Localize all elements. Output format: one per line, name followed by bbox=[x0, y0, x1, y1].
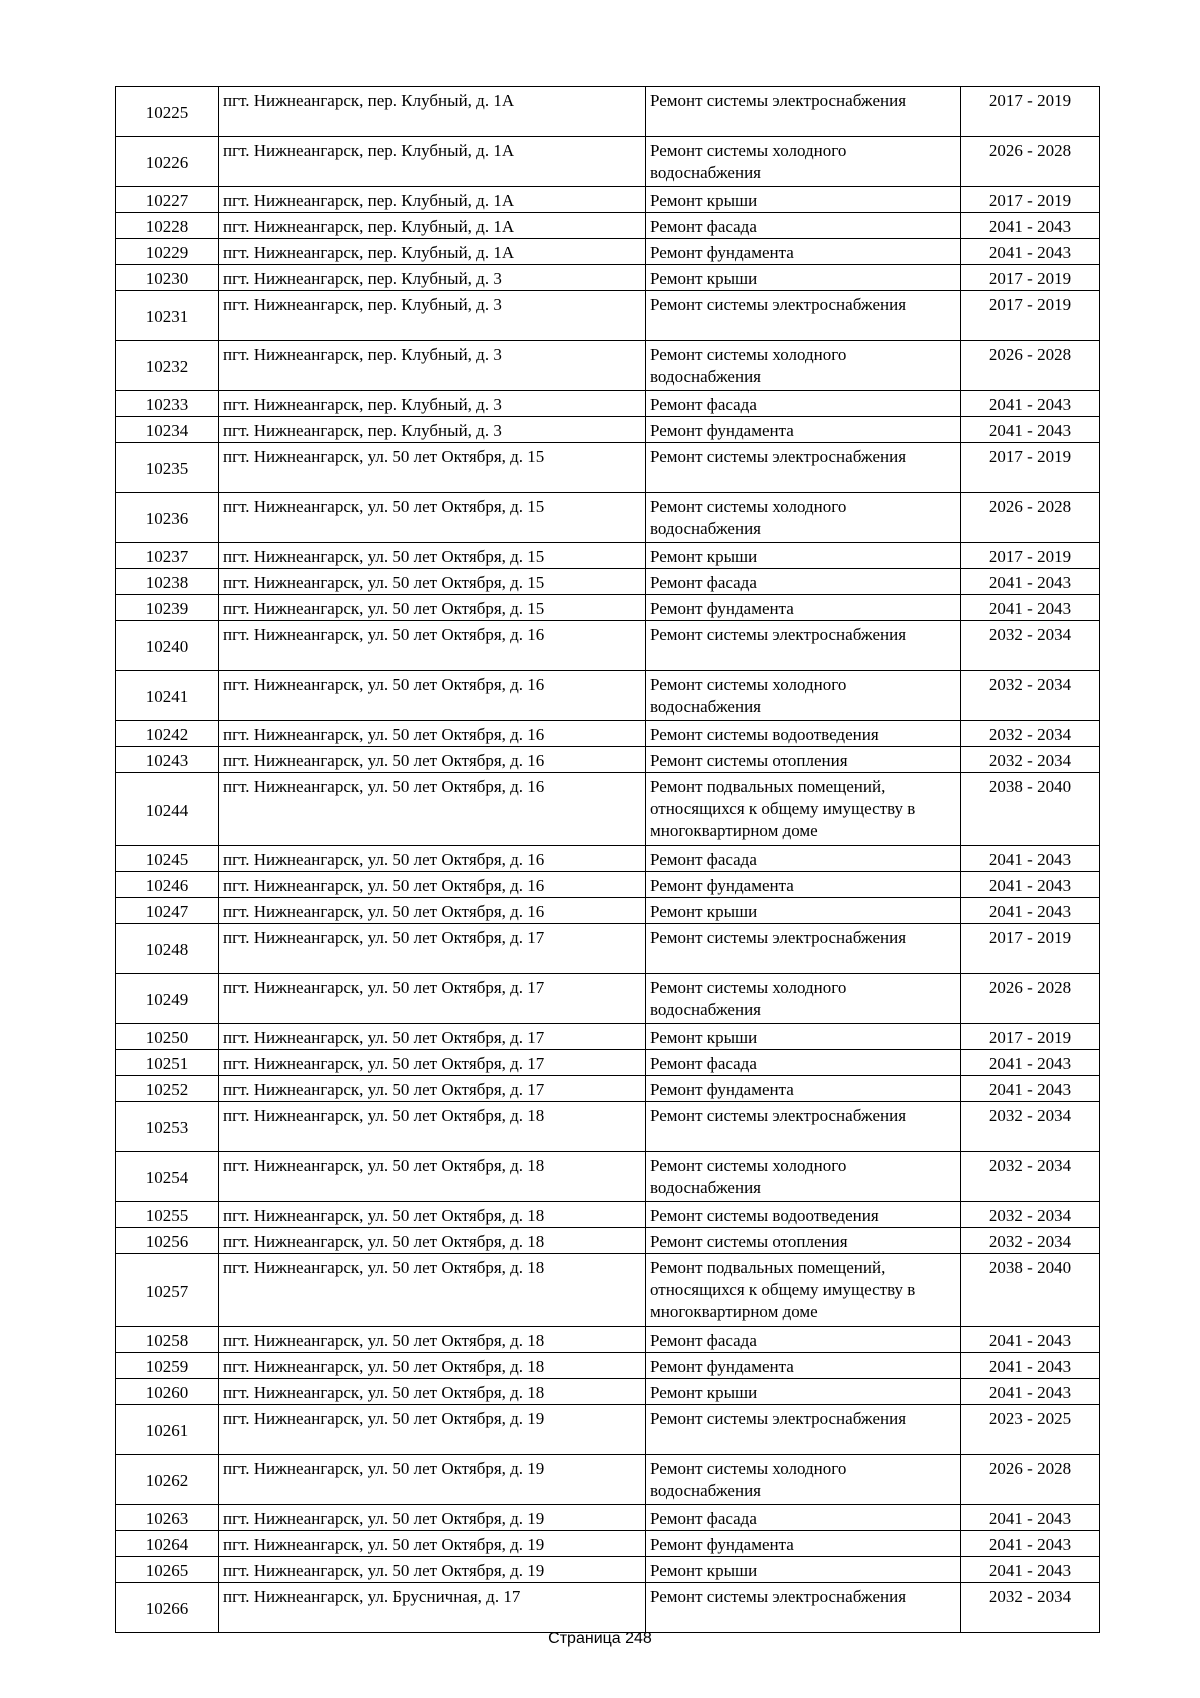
row-number-cell: 10231 bbox=[116, 291, 219, 341]
table-row bbox=[116, 137, 1100, 187]
address-cell: пгт. Нижнеангарск, пер. Клубный, д. 1А bbox=[219, 213, 646, 239]
row-number-cell: 10259 bbox=[116, 1353, 219, 1379]
table-row bbox=[116, 341, 1100, 391]
period-cell: 2041 - 2043 bbox=[961, 1050, 1100, 1076]
row-number-cell: 10258 bbox=[116, 1327, 219, 1353]
table-row bbox=[116, 265, 1100, 291]
address-cell: пгт. Нижнеангарск, ул. 50 лет Октября, д. 16 bbox=[219, 846, 646, 872]
table-body bbox=[116, 87, 1100, 1633]
period-cell: 2041 - 2043 bbox=[961, 1327, 1100, 1353]
row-number-cell: 10239 bbox=[116, 595, 219, 621]
address-cell: пгт. Нижнеангарск, ул. Брусничная, д. 17 bbox=[219, 1583, 646, 1633]
table-row bbox=[116, 872, 1100, 898]
work-type-cell: Ремонт фундамента bbox=[646, 1076, 961, 1102]
address-cell: пгт. Нижнеангарск, ул. 50 лет Октября, д. 15 bbox=[219, 443, 646, 493]
table-row bbox=[116, 391, 1100, 417]
table-row bbox=[116, 621, 1100, 671]
work-type-cell: Ремонт системы электроснабжения bbox=[646, 1102, 961, 1152]
address-cell: пгт. Нижнеангарск, пер. Клубный, д. 3 bbox=[219, 291, 646, 341]
table-row bbox=[116, 974, 1100, 1024]
table-row bbox=[116, 1254, 1100, 1327]
table-row bbox=[116, 187, 1100, 213]
row-number-cell: 10253 bbox=[116, 1102, 219, 1152]
row-number-cell: 10263 bbox=[116, 1505, 219, 1531]
table-row bbox=[116, 1353, 1100, 1379]
table-row bbox=[116, 417, 1100, 443]
row-number-cell: 10257 bbox=[116, 1254, 219, 1327]
period-cell: 2041 - 2043 bbox=[961, 595, 1100, 621]
row-number-cell: 10261 bbox=[116, 1405, 219, 1455]
work-type-cell: Ремонт системы электроснабжения bbox=[646, 87, 961, 137]
row-number-cell: 10249 bbox=[116, 974, 219, 1024]
address-cell: пгт. Нижнеангарск, ул. 50 лет Октября, д. 18 bbox=[219, 1228, 646, 1254]
table-row bbox=[116, 87, 1100, 137]
work-type-cell: Ремонт системы холодного водоснабжения bbox=[646, 974, 961, 1024]
table-row bbox=[116, 239, 1100, 265]
row-number-cell: 10225 bbox=[116, 87, 219, 137]
row-number-cell: 10252 bbox=[116, 1076, 219, 1102]
period-cell: 2032 - 2034 bbox=[961, 1102, 1100, 1152]
period-cell: 2041 - 2043 bbox=[961, 1557, 1100, 1583]
work-type-cell: Ремонт системы отопления bbox=[646, 747, 961, 773]
work-type-cell: Ремонт системы холодного водоснабжения bbox=[646, 341, 961, 391]
row-number-cell: 10262 bbox=[116, 1455, 219, 1505]
row-number-cell: 10248 bbox=[116, 924, 219, 974]
address-cell: пгт. Нижнеангарск, пер. Клубный, д. 3 bbox=[219, 341, 646, 391]
address-cell: пгт. Нижнеангарск, пер. Клубный, д. 3 bbox=[219, 417, 646, 443]
row-number-cell: 10246 bbox=[116, 872, 219, 898]
address-cell: пгт. Нижнеангарск, ул. 50 лет Октября, д. 17 bbox=[219, 974, 646, 1024]
address-cell: пгт. Нижнеангарск, ул. 50 лет Октября, д. 18 bbox=[219, 1202, 646, 1228]
work-type-cell: Ремонт системы водоотведения bbox=[646, 721, 961, 747]
address-cell: пгт. Нижнеангарск, ул. 50 лет Октября, д. 19 bbox=[219, 1531, 646, 1557]
table-row bbox=[116, 595, 1100, 621]
address-cell: пгт. Нижнеангарск, ул. 50 лет Октября, д. 19 bbox=[219, 1455, 646, 1505]
row-number-cell: 10227 bbox=[116, 187, 219, 213]
work-type-cell: Ремонт системы электроснабжения bbox=[646, 443, 961, 493]
work-type-cell: Ремонт системы водоотведения bbox=[646, 1202, 961, 1228]
row-number-cell: 10235 bbox=[116, 443, 219, 493]
period-cell: 2026 - 2028 bbox=[961, 137, 1100, 187]
address-cell: пгт. Нижнеангарск, ул. 50 лет Октября, д. 16 bbox=[219, 773, 646, 846]
table-row bbox=[116, 1405, 1100, 1455]
address-cell: пгт. Нижнеангарск, ул. 50 лет Октября, д. 17 bbox=[219, 1050, 646, 1076]
row-number-cell: 10244 bbox=[116, 773, 219, 846]
period-cell: 2032 - 2034 bbox=[961, 721, 1100, 747]
row-number-cell: 10247 bbox=[116, 898, 219, 924]
row-number-cell: 10229 bbox=[116, 239, 219, 265]
period-cell: 2032 - 2034 bbox=[961, 1583, 1100, 1633]
work-type-cell: Ремонт фундамента bbox=[646, 239, 961, 265]
address-cell: пгт. Нижнеангарск, пер. Клубный, д. 3 bbox=[219, 265, 646, 291]
address-cell: пгт. Нижнеангарск, пер. Клубный, д. 1А bbox=[219, 239, 646, 265]
table-row bbox=[116, 747, 1100, 773]
work-type-cell: Ремонт крыши bbox=[646, 1379, 961, 1405]
table-row bbox=[116, 1076, 1100, 1102]
work-type-cell: Ремонт фундамента bbox=[646, 1353, 961, 1379]
table-row bbox=[116, 1583, 1100, 1633]
period-cell: 2032 - 2034 bbox=[961, 747, 1100, 773]
address-cell: пгт. Нижнеангарск, ул. 50 лет Октября, д. 16 bbox=[219, 898, 646, 924]
row-number-cell: 10242 bbox=[116, 721, 219, 747]
work-type-cell: Ремонт системы холодного водоснабжения bbox=[646, 1152, 961, 1202]
work-type-cell: Ремонт крыши bbox=[646, 898, 961, 924]
row-number-cell: 10264 bbox=[116, 1531, 219, 1557]
address-cell: пгт. Нижнеангарск, ул. 50 лет Октября, д. 17 bbox=[219, 1076, 646, 1102]
row-number-cell: 10234 bbox=[116, 417, 219, 443]
address-cell: пгт. Нижнеангарск, ул. 50 лет Октября, д. 16 bbox=[219, 872, 646, 898]
table-row bbox=[116, 1455, 1100, 1505]
period-cell: 2041 - 2043 bbox=[961, 239, 1100, 265]
table-row bbox=[116, 1050, 1100, 1076]
period-cell: 2017 - 2019 bbox=[961, 187, 1100, 213]
address-cell: пгт. Нижнеангарск, ул. 50 лет Октября, д. 18 bbox=[219, 1353, 646, 1379]
work-type-cell: Ремонт крыши bbox=[646, 1024, 961, 1050]
address-cell: пгт. Нижнеангарск, пер. Клубный, д. 1А bbox=[219, 187, 646, 213]
row-number-cell: 10266 bbox=[116, 1583, 219, 1633]
address-cell: пгт. Нижнеангарск, ул. 50 лет Октября, д. 19 bbox=[219, 1405, 646, 1455]
period-cell: 2017 - 2019 bbox=[961, 443, 1100, 493]
period-cell: 2032 - 2034 bbox=[961, 1202, 1100, 1228]
period-cell: 2017 - 2019 bbox=[961, 1024, 1100, 1050]
work-type-cell: Ремонт фундамента bbox=[646, 872, 961, 898]
address-cell: пгт. Нижнеангарск, ул. 50 лет Октября, д. 15 bbox=[219, 569, 646, 595]
period-cell: 2026 - 2028 bbox=[961, 974, 1100, 1024]
work-type-cell: Ремонт системы электроснабжения bbox=[646, 1583, 961, 1633]
address-cell: пгт. Нижнеангарск, ул. 50 лет Октября, д. 17 bbox=[219, 1024, 646, 1050]
work-type-cell: Ремонт фундамента bbox=[646, 417, 961, 443]
repair-schedule-table bbox=[115, 86, 1100, 1633]
table-row bbox=[116, 846, 1100, 872]
work-type-cell: Ремонт системы электроснабжения bbox=[646, 291, 961, 341]
work-type-cell: Ремонт системы холодного водоснабжения bbox=[646, 493, 961, 543]
work-type-cell: Ремонт фасада bbox=[646, 391, 961, 417]
period-cell: 2041 - 2043 bbox=[961, 417, 1100, 443]
period-cell: 2026 - 2028 bbox=[961, 1455, 1100, 1505]
address-cell: пгт. Нижнеангарск, ул. 50 лет Октября, д. 18 bbox=[219, 1102, 646, 1152]
work-type-cell: Ремонт системы отопления bbox=[646, 1228, 961, 1254]
period-cell: 2017 - 2019 bbox=[961, 265, 1100, 291]
row-number-cell: 10260 bbox=[116, 1379, 219, 1405]
period-cell: 2041 - 2043 bbox=[961, 1353, 1100, 1379]
row-number-cell: 10255 bbox=[116, 1202, 219, 1228]
work-type-cell: Ремонт системы электроснабжения bbox=[646, 924, 961, 974]
period-cell: 2017 - 2019 bbox=[961, 924, 1100, 974]
table-row bbox=[116, 569, 1100, 595]
row-number-cell: 10241 bbox=[116, 671, 219, 721]
table-row bbox=[116, 493, 1100, 543]
work-type-cell: Ремонт фундамента bbox=[646, 595, 961, 621]
address-cell: пгт. Нижнеангарск, ул. 50 лет Октября, д. 15 bbox=[219, 543, 646, 569]
work-type-cell: Ремонт фасада bbox=[646, 213, 961, 239]
table-row bbox=[116, 1202, 1100, 1228]
table-row bbox=[116, 543, 1100, 569]
row-number-cell: 10226 bbox=[116, 137, 219, 187]
address-cell: пгт. Нижнеангарск, ул. 50 лет Октября, д. 18 bbox=[219, 1152, 646, 1202]
row-number-cell: 10233 bbox=[116, 391, 219, 417]
address-cell: пгт. Нижнеангарск, ул. 50 лет Октября, д. 19 bbox=[219, 1557, 646, 1583]
period-cell: 2032 - 2034 bbox=[961, 621, 1100, 671]
row-number-cell: 10230 bbox=[116, 265, 219, 291]
work-type-cell: Ремонт фасада bbox=[646, 569, 961, 595]
period-cell: 2026 - 2028 bbox=[961, 493, 1100, 543]
period-cell: 2041 - 2043 bbox=[961, 898, 1100, 924]
row-number-cell: 10254 bbox=[116, 1152, 219, 1202]
period-cell: 2038 - 2040 bbox=[961, 1254, 1100, 1327]
period-cell: 2041 - 2043 bbox=[961, 1505, 1100, 1531]
work-type-cell: Ремонт крыши bbox=[646, 187, 961, 213]
work-type-cell: Ремонт системы холодного водоснабжения bbox=[646, 671, 961, 721]
row-number-cell: 10238 bbox=[116, 569, 219, 595]
period-cell: 2041 - 2043 bbox=[961, 846, 1100, 872]
period-cell: 2023 - 2025 bbox=[961, 1405, 1100, 1455]
table-row bbox=[116, 671, 1100, 721]
address-cell: пгт. Нижнеангарск, пер. Клубный, д. 1А bbox=[219, 137, 646, 187]
address-cell: пгт. Нижнеангарск, ул. 50 лет Октября, д. 16 bbox=[219, 747, 646, 773]
address-cell: пгт. Нижнеангарск, ул. 50 лет Октября, д. 16 bbox=[219, 671, 646, 721]
address-cell: пгт. Нижнеангарск, ул. 50 лет Октября, д. 15 bbox=[219, 595, 646, 621]
row-number-cell: 10236 bbox=[116, 493, 219, 543]
period-cell: 2017 - 2019 bbox=[961, 87, 1100, 137]
period-cell: 2041 - 2043 bbox=[961, 1531, 1100, 1557]
address-cell: пгт. Нижнеангарск, ул. 50 лет Октября, д. 18 bbox=[219, 1379, 646, 1405]
period-cell: 2041 - 2043 bbox=[961, 1076, 1100, 1102]
address-cell: пгт. Нижнеангарск, ул. 50 лет Октября, д. 17 bbox=[219, 924, 646, 974]
table-row bbox=[116, 443, 1100, 493]
table-row bbox=[116, 1024, 1100, 1050]
row-number-cell: 10245 bbox=[116, 846, 219, 872]
row-number-cell: 10228 bbox=[116, 213, 219, 239]
work-type-cell: Ремонт системы холодного водоснабжения bbox=[646, 1455, 961, 1505]
row-number-cell: 10232 bbox=[116, 341, 219, 391]
work-type-cell: Ремонт фасада bbox=[646, 846, 961, 872]
address-cell: пгт. Нижнеангарск, ул. 50 лет Октября, д. 18 bbox=[219, 1254, 646, 1327]
address-cell: пгт. Нижнеангарск, ул. 50 лет Октября, д. 19 bbox=[219, 1505, 646, 1531]
work-type-cell: Ремонт крыши bbox=[646, 265, 961, 291]
row-number-cell: 10250 bbox=[116, 1024, 219, 1050]
work-type-cell: Ремонт системы электроснабжения bbox=[646, 621, 961, 671]
work-type-cell: Ремонт фасада bbox=[646, 1050, 961, 1076]
address-cell: пгт. Нижнеангарск, ул. 50 лет Октября, д. 16 bbox=[219, 621, 646, 671]
period-cell: 2041 - 2043 bbox=[961, 391, 1100, 417]
address-cell: пгт. Нижнеангарск, пер. Клубный, д. 1А bbox=[219, 87, 646, 137]
work-type-cell: Ремонт подвальных помещений, относящихся к общему имуществу в многоквартирном доме bbox=[646, 1254, 961, 1327]
work-type-cell: Ремонт крыши bbox=[646, 543, 961, 569]
period-cell: 2032 - 2034 bbox=[961, 1228, 1100, 1254]
work-type-cell: Ремонт фасада bbox=[646, 1505, 961, 1531]
work-type-cell: Ремонт системы холодного водоснабжения bbox=[646, 137, 961, 187]
table-row bbox=[116, 773, 1100, 846]
table-row bbox=[116, 898, 1100, 924]
table-row bbox=[116, 1102, 1100, 1152]
row-number-cell: 10256 bbox=[116, 1228, 219, 1254]
table-row bbox=[116, 213, 1100, 239]
row-number-cell: 10265 bbox=[116, 1557, 219, 1583]
period-cell: 2041 - 2043 bbox=[961, 1379, 1100, 1405]
row-number-cell: 10237 bbox=[116, 543, 219, 569]
page-number: Страница 248 bbox=[548, 1630, 652, 1647]
address-cell: пгт. Нижнеангарск, ул. 50 лет Октября, д. 18 bbox=[219, 1327, 646, 1353]
row-number-cell: 10243 bbox=[116, 747, 219, 773]
table-row bbox=[116, 1379, 1100, 1405]
row-number-cell: 10251 bbox=[116, 1050, 219, 1076]
table-row bbox=[116, 924, 1100, 974]
period-cell: 2038 - 2040 bbox=[961, 773, 1100, 846]
table-row bbox=[116, 1152, 1100, 1202]
row-number-cell: 10240 bbox=[116, 621, 219, 671]
work-type-cell: Ремонт системы электроснабжения bbox=[646, 1405, 961, 1455]
work-type-cell: Ремонт фундамента bbox=[646, 1531, 961, 1557]
period-cell: 2026 - 2028 bbox=[961, 341, 1100, 391]
table-row bbox=[116, 1327, 1100, 1353]
period-cell: 2032 - 2034 bbox=[961, 671, 1100, 721]
table-row bbox=[116, 1505, 1100, 1531]
period-cell: 2041 - 2043 bbox=[961, 569, 1100, 595]
work-type-cell: Ремонт крыши bbox=[646, 1557, 961, 1583]
table-row bbox=[116, 1531, 1100, 1557]
address-cell: пгт. Нижнеангарск, пер. Клубный, д. 3 bbox=[219, 391, 646, 417]
table-row bbox=[116, 1557, 1100, 1583]
period-cell: 2041 - 2043 bbox=[961, 872, 1100, 898]
table-row bbox=[116, 1228, 1100, 1254]
address-cell: пгт. Нижнеангарск, ул. 50 лет Октября, д. 16 bbox=[219, 721, 646, 747]
period-cell: 2032 - 2034 bbox=[961, 1152, 1100, 1202]
table-row bbox=[116, 291, 1100, 341]
work-type-cell: Ремонт подвальных помещений, относящихся к общему имуществу в многоквартирном доме bbox=[646, 773, 961, 846]
period-cell: 2017 - 2019 bbox=[961, 291, 1100, 341]
table-row bbox=[116, 721, 1100, 747]
period-cell: 2041 - 2043 bbox=[961, 213, 1100, 239]
work-type-cell: Ремонт фасада bbox=[646, 1327, 961, 1353]
address-cell: пгт. Нижнеангарск, ул. 50 лет Октября, д. 15 bbox=[219, 493, 646, 543]
period-cell: 2017 - 2019 bbox=[961, 543, 1100, 569]
